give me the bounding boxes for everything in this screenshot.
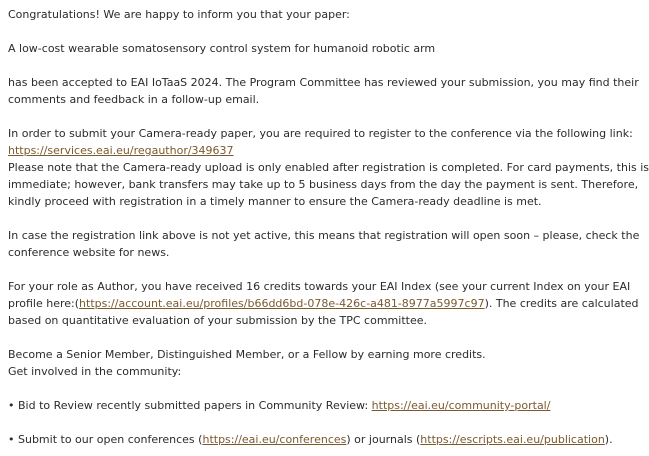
credits-line-2 <box>8 295 639 312</box>
registration-link[interactable]: https://services.eai.eu/regauthor/349637 <box>8 144 234 157</box>
bullet2-mid-text: ) or journals ( <box>346 433 421 446</box>
acceptance-text-line-2: comments and feedback in a follow-up email. <box>8 93 260 106</box>
conferences-link[interactable]: https://eai.eu/conferences <box>202 433 347 446</box>
community-portal-link[interactable]: https://eai.eu/community-portal/ <box>371 399 551 412</box>
credits-line-1: For your role as Author, you have received 16 credits towards your EAI Index (see your current Index on your EAI <box>8 280 631 293</box>
note-line-2: immediate; however, bank transfers may take up to 5 business days from the day the payment is sent. Therefore, <box>8 178 639 191</box>
inactive-link-line-2: conference website for news. <box>8 246 170 259</box>
eai-profile-link[interactable]: https://account.eai.eu/profiles/b66dd6bd-078e-426c-a481-8977a5997c97 <box>79 297 485 310</box>
greeting-text: Congratulations! We are happy to inform you that your paper: <box>8 8 350 21</box>
bullet1-text: • Bid to Review recently submitted papers in Community Review: <box>8 399 372 412</box>
bullet-submit <box>8 431 613 448</box>
note-line-1: Please note that the Camera-ready upload is only enabled after registration is completed. For card payments, this is <box>8 161 649 174</box>
journals-link[interactable]: https://escripts.eai.eu/publication <box>420 433 605 446</box>
bullet2-suffix-text: ). <box>604 433 613 446</box>
register-link-line <box>8 142 234 159</box>
paper-title: A low-cost wearable somatosensory control system for humanoid robotic arm <box>8 42 436 55</box>
inactive-link-line-1: In case the registration link above is not yet active, this means that registration will open soon – please, check the <box>8 229 640 242</box>
member-line-2: Get involved in the community: <box>8 365 182 378</box>
bullet2-text: • Submit to our open conferences ( <box>8 433 203 446</box>
note-line-3: kindly proceed with registration in a timely manner to ensure the Camera-ready deadline is met. <box>8 195 542 208</box>
acceptance-text-line-1: has been accepted to EAI IoTaaS 2024. The Program Committee has reviewed your submission, you may find their <box>8 76 639 89</box>
credits-prefix: profile here:( <box>8 297 80 310</box>
credits-line-3: based on quantitative evaluation of your submission by the TPC committee. <box>8 314 427 327</box>
member-line-1: Become a Senior Member, Distinguished Member, or a Fellow by earning more credits. <box>8 348 486 361</box>
bullet-community-review <box>8 397 550 414</box>
register-instruction: In order to submit your Camera-ready paper, you are required to register to the conference via the following link: <box>8 127 633 140</box>
credits-suffix: ). The credits are calculated <box>484 297 639 310</box>
